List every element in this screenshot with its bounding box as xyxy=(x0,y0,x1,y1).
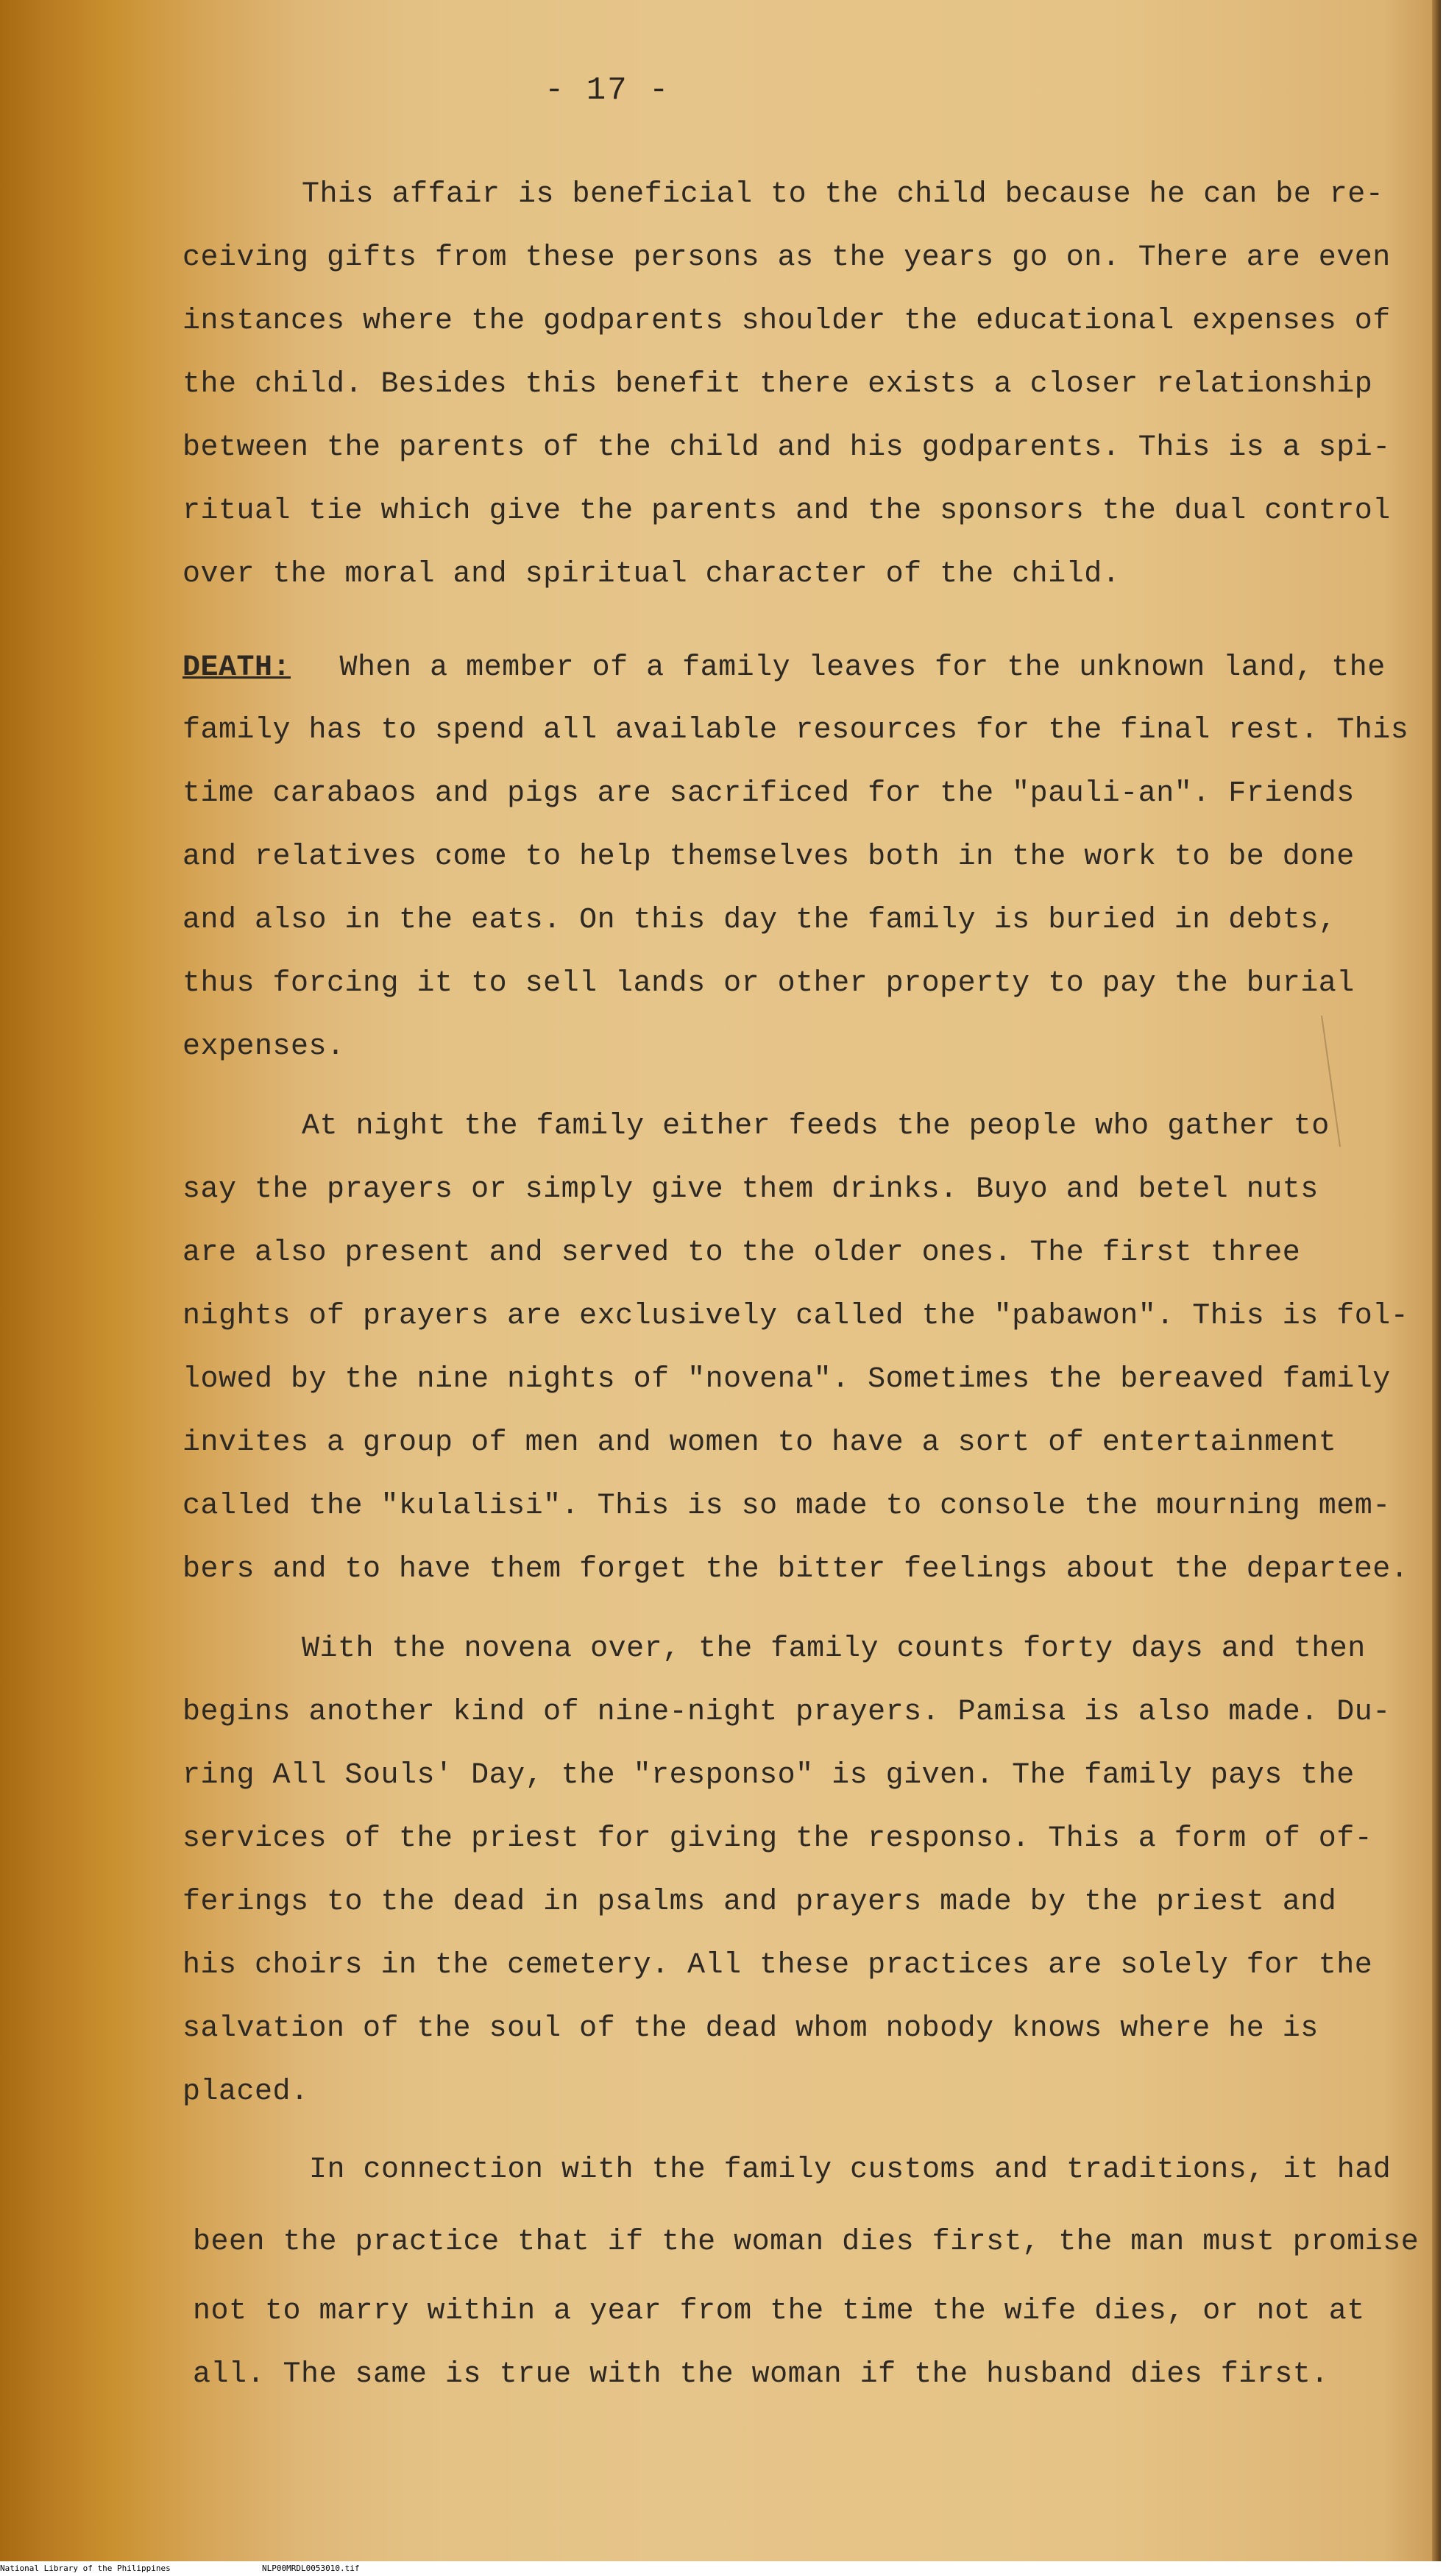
scan-footer-strip xyxy=(0,2561,1446,2576)
paragraph-4-line-5: ferings to the dead in psalms and prayers made by the priest and xyxy=(182,1886,1337,1919)
death-heading: DEATH: xyxy=(182,651,291,684)
paragraph-4-line-8: placed. xyxy=(182,2076,309,2109)
death-line-3: time carabaos and pigs are sacrificed for the "pauli-an". Friends xyxy=(182,777,1355,810)
paragraph-4-line-7: salvation of the soul of the dead whom nobody knows where he is xyxy=(182,2012,1319,2045)
paragraph-5-line-1: In connection with the family customs and traditions, it had xyxy=(309,2154,1392,2187)
paragraph-1-line-6: ritual tie which give the parents and the sponsors the dual control xyxy=(182,495,1391,528)
paragraph-5-line-4: all. The same is true with the woman if the husband dies first. xyxy=(193,2358,1329,2391)
paragraph-4-line-4: services of the priest for giving the responso. This a form of of- xyxy=(182,1822,1373,1855)
paragraph-4-line-3: ring All Souls' Day, the "responso" is given. The family pays the xyxy=(182,1759,1355,1792)
paragraph-5-line-2: been the practice that if the woman dies first, the man must promise xyxy=(193,2226,1420,2259)
paragraph-1-line-5: between the parents of the child and his godparents. This is a spi- xyxy=(182,431,1391,464)
paragraph-3-line-2: say the prayers or simply give them drinks. Buyo and betel nuts xyxy=(182,1173,1319,1206)
death-line-4: and relatives come to help themselves both in the work to be done xyxy=(182,841,1355,874)
death-line-2: family has to spend all available resources for the final rest. This xyxy=(182,714,1409,747)
paragraph-3-line-5: lowed by the nine nights of "novena". Sometimes the bereaved family xyxy=(182,1363,1391,1396)
page-number: - 17 - xyxy=(545,72,670,109)
paragraph-3-line-8: bers and to have them forget the bitter feelings about the departee. xyxy=(182,1553,1409,1586)
death-line-7: expenses. xyxy=(182,1030,345,1064)
paragraph-1-line-2: ceiving gifts from these persons as the years go on. There are even xyxy=(182,241,1391,275)
death-line-5: and also in the eats. On this day the family is buried in debts, xyxy=(182,904,1337,937)
paragraph-5-line-3: not to marry within a year from the time the wife dies, or not at xyxy=(193,2295,1365,2328)
paragraph-3-line-1: At night the family either feeds the people who gather to xyxy=(302,1110,1330,1143)
paragraph-3-line-3: are also present and served to the older ones. The first three xyxy=(182,1236,1301,1270)
paragraph-4-line-2: begins another kind of nine-night prayers. Pamisa is also made. Du- xyxy=(182,1696,1391,1729)
footer-file-name: NLP00MRDL0053010.tif xyxy=(262,2563,360,2573)
paragraph-3-line-4: nights of prayers are exclusively called the "pabawon". This is fol- xyxy=(182,1300,1409,1333)
footer-library-credit: National Library of the Philippines xyxy=(0,2563,171,2573)
paragraph-1-line-3: instances where the godparents shoulder the educational expenses of xyxy=(182,305,1391,338)
death-line-1-text: When a member of a family leaves for the unknown land, the xyxy=(339,651,1386,684)
paragraph-4-line-1: With the novena over, the family counts forty days and then xyxy=(302,1632,1366,1666)
paragraph-1-line-1: This affair is beneficial to the child because he can be re- xyxy=(302,178,1384,211)
death-line-6: thus forcing it to sell lands or other property to pay the burial xyxy=(182,967,1355,1000)
paragraph-3-line-7: called the "kulalisi". This is so made to console the mourning mem- xyxy=(182,1490,1391,1523)
paragraph-4-line-6: his choirs in the cemetery. All these practices are solely for the xyxy=(182,1949,1373,1982)
paragraph-1-line-7: over the moral and spiritual character of the child. xyxy=(182,558,1121,591)
paragraph-1-line-4: the child. Besides this benefit there exists a closer relationship xyxy=(182,368,1373,401)
paragraph-3-line-6: invites a group of men and women to have a sort of entertainment xyxy=(182,1426,1337,1459)
death-line-1 xyxy=(182,651,1386,684)
